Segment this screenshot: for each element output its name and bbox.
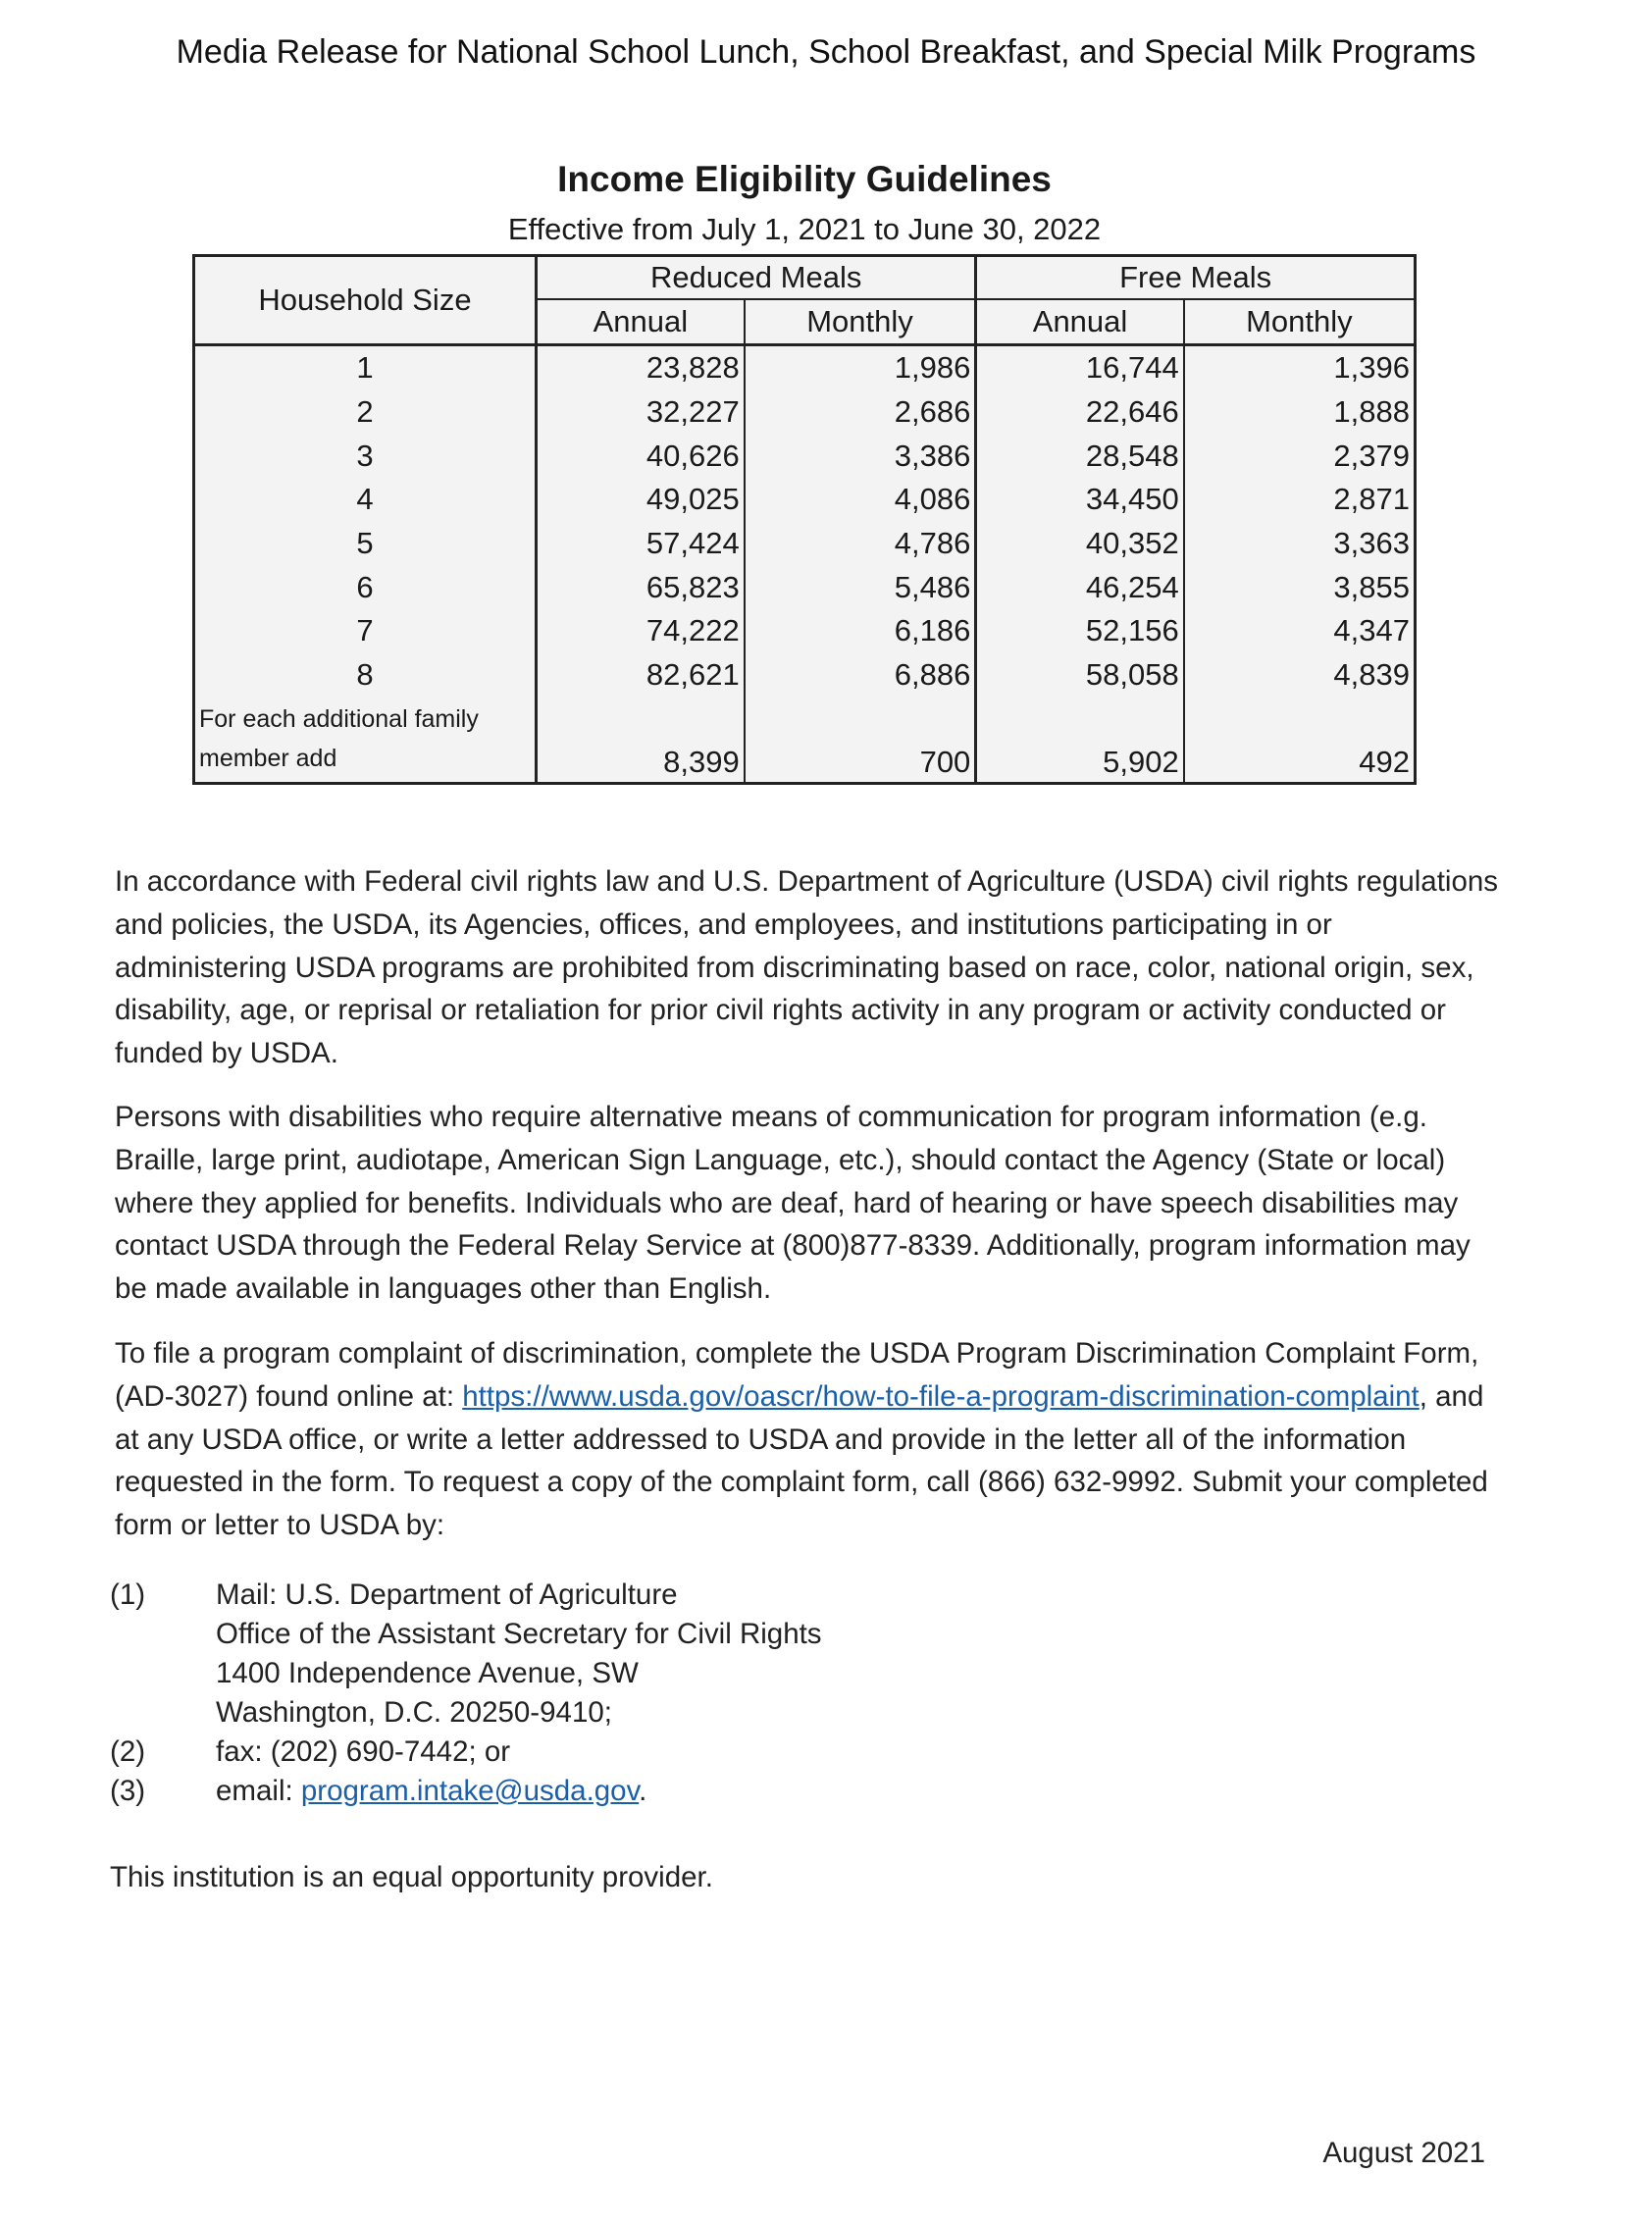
additional-free-annual: 5,902 — [976, 698, 1184, 784]
household-size-cell: 1 — [194, 345, 537, 390]
mail-line: Mail: U.S. Department of Agriculture — [216, 1578, 678, 1611]
household-size-cell: 5 — [194, 522, 537, 566]
free-monthly-cell: 3,855 — [1184, 565, 1416, 609]
table-row — [194, 522, 1416, 566]
mail-line: Office of the Assistant Secretary for Civil Rights — [216, 1618, 822, 1650]
email-label: email: — [216, 1775, 301, 1807]
email-link[interactable]: program.intake@usda.gov — [300, 1775, 640, 1807]
document-date: August 2021 — [1322, 2137, 1485, 2169]
mail-line: 1400 Independence Avenue, SW — [216, 1657, 639, 1689]
complaint-text-before: To file a program complaint of discrimination, complete the USDA Program Discrimination Complaint Form, (AD-3027) found online at: — [115, 1337, 1479, 1413]
household-size-cell: 6 — [194, 565, 537, 609]
income-eligibility-table — [192, 254, 1417, 785]
list-item-mail — [110, 1576, 1483, 1733]
sub-annual-free: Annual — [976, 299, 1184, 345]
reduced-monthly-cell: 5,486 — [745, 565, 976, 609]
submission-methods-list — [110, 1576, 1483, 1811]
complaint-form-link[interactable]: https://www.usda.gov/oascr/how-to-file-a-program-discrimination-complaint — [462, 1379, 1420, 1413]
reduced-annual-cell: 23,828 — [537, 345, 745, 390]
col-household-size: Household Size — [194, 256, 537, 345]
group-reduced-meals: Reduced Meals — [537, 256, 976, 300]
household-size-cell: 7 — [194, 609, 537, 653]
disabilities-paragraph: Persons with disabilities who require alternative means of communication for program information (e.g. Braille, large print, audiotape, American Sign Language, etc.), should contact the Agency (State or local) where they applied for benefits. Individuals who are deaf, hard of hearing or have speech disabilities may contact USDA through the Federal Relay Service at (800)877-8339. Additionally, program information may be made available in languages other than English. — [115, 1101, 1471, 1306]
list-number-1: (1) — [110, 1578, 146, 1611]
mail-line: Washington, D.C. 20250-9410; — [216, 1696, 612, 1729]
additional-label-line2: member add — [199, 744, 337, 772]
free-monthly-cell: 3,363 — [1184, 522, 1416, 566]
household-size-cell: 4 — [194, 478, 537, 522]
fax-number: fax: (202) 690-7442; or — [216, 1735, 511, 1768]
reduced-annual-cell: 49,025 — [537, 478, 745, 522]
free-monthly-cell: 4,839 — [1184, 653, 1416, 698]
free-annual-cell: 16,744 — [976, 345, 1184, 390]
sub-monthly-free: Monthly — [1184, 299, 1416, 345]
additional-label-line1: For each additional family — [199, 704, 479, 733]
table-row — [194, 653, 1416, 698]
reduced-annual-cell: 74,222 — [537, 609, 745, 653]
free-monthly-cell: 2,379 — [1184, 434, 1416, 478]
table-row — [194, 434, 1416, 478]
reduced-monthly-cell: 3,386 — [745, 434, 976, 478]
email-end: . — [639, 1775, 647, 1807]
table-row — [194, 609, 1416, 653]
free-annual-cell: 28,548 — [976, 434, 1184, 478]
additional-reduced-monthly: 700 — [745, 698, 976, 784]
free-annual-cell: 52,156 — [976, 609, 1184, 653]
free-monthly-cell: 4,347 — [1184, 609, 1416, 653]
free-annual-cell: 34,450 — [976, 478, 1184, 522]
free-monthly-cell: 2,871 — [1184, 478, 1416, 522]
reduced-annual-cell: 82,621 — [537, 653, 745, 698]
sub-annual-reduced: Annual — [537, 299, 745, 345]
civil-rights-paragraph: In accordance with Federal civil rights law and U.S. Department of Agriculture (USDA) civil rights regulations and policies, the USDA, its Agencies, offices, and employees, and institutions participating in or administering USDA programs are prohibited from discriminating based on race, color, national origin, sex, disability, age, or reprisal or retaliation for prior civil rights activity in any program or activity conducted or funded by USDA. — [115, 865, 1499, 1070]
reduced-annual-cell: 32,227 — [537, 390, 745, 435]
household-size-cell: 3 — [194, 434, 537, 478]
list-item-fax — [110, 1733, 1483, 1772]
table-row-additional — [194, 698, 1416, 784]
table-row — [194, 390, 1416, 435]
table-title: Income Eligibility Guidelines — [557, 159, 1052, 199]
sub-monthly-reduced: Monthly — [745, 299, 976, 345]
complaint-paragraph — [115, 1332, 1508, 1547]
reduced-monthly-cell: 4,786 — [745, 522, 976, 566]
table-row — [194, 565, 1416, 609]
table-subtitle: Effective from July 1, 2021 to June 30, 2022 — [507, 212, 1102, 246]
list-number-2: (2) — [110, 1735, 146, 1768]
additional-free-monthly: 492 — [1184, 698, 1416, 784]
complaint-text-after: , and at any USDA office, or write a letter addressed to USDA and provide in the letter all of the information requested in the form. To request a copy of the complaint form, call (866) 632-9992. Submit your completed form or letter to USDA by: — [115, 1379, 1488, 1542]
free-monthly-cell: 1,888 — [1184, 390, 1416, 435]
additional-member-label — [194, 698, 537, 784]
free-annual-cell: 46,254 — [976, 565, 1184, 609]
free-annual-cell: 22,646 — [976, 390, 1184, 435]
household-size-cell: 8 — [194, 653, 537, 698]
table-row — [194, 345, 1416, 390]
free-annual-cell: 58,058 — [976, 653, 1184, 698]
free-annual-cell: 40,352 — [976, 522, 1184, 566]
group-free-meals: Free Meals — [976, 256, 1416, 300]
reduced-monthly-cell: 6,186 — [745, 609, 976, 653]
reduced-monthly-cell: 2,686 — [745, 390, 976, 435]
reduced-monthly-cell: 4,086 — [745, 478, 976, 522]
list-number-3: (3) — [110, 1775, 146, 1807]
mail-address — [216, 1576, 822, 1733]
document-header: Media Release for National School Lunch, School Breakfast, and Special Milk Programs — [176, 33, 1476, 71]
reduced-monthly-cell: 1,986 — [745, 345, 976, 390]
free-monthly-cell: 1,396 — [1184, 345, 1416, 390]
table-row — [194, 478, 1416, 522]
reduced-annual-cell: 57,424 — [537, 522, 745, 566]
additional-reduced-annual: 8,399 — [537, 698, 745, 784]
equal-opportunity-statement: This institution is an equal opportunity provider. — [110, 1861, 713, 1893]
household-size-cell: 2 — [194, 390, 537, 435]
reduced-annual-cell: 65,823 — [537, 565, 745, 609]
email-line — [216, 1772, 646, 1811]
reduced-monthly-cell: 6,886 — [745, 653, 976, 698]
reduced-annual-cell: 40,626 — [537, 434, 745, 478]
list-item-email — [110, 1772, 1483, 1811]
